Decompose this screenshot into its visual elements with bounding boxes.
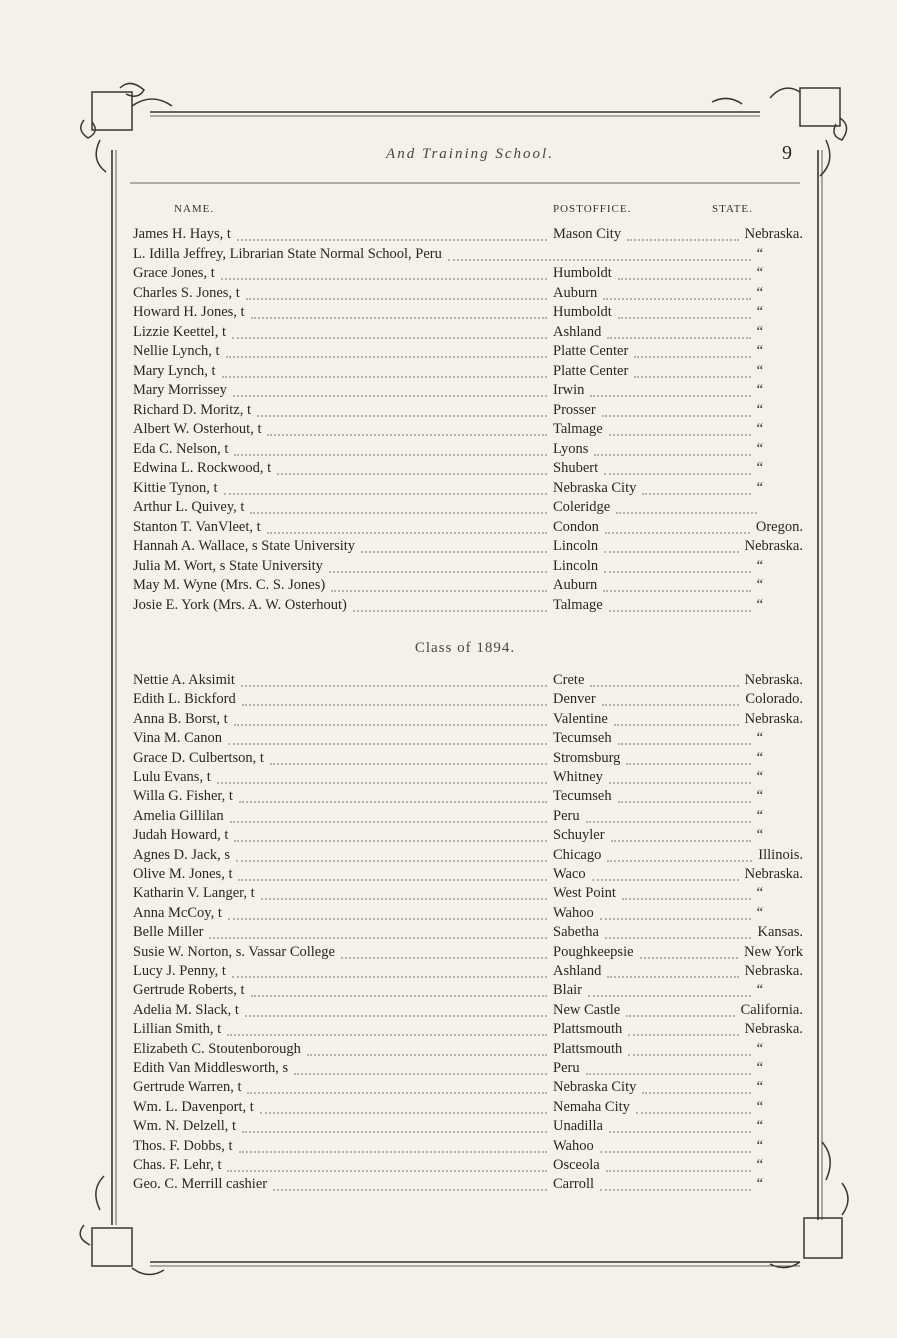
- person-name: May M. Wyne (Mrs. C. S. Jones): [133, 577, 326, 593]
- roster-row: [133, 864, 803, 884]
- state: “: [756, 304, 763, 320]
- state: “: [756, 807, 763, 824]
- leader-dots: [609, 608, 751, 612]
- postoffice: Auburn: [553, 284, 598, 301]
- postoffice: Auburn: [553, 577, 598, 593]
- leader-dots: [594, 452, 751, 456]
- postoffice: Sabetha: [553, 924, 599, 941]
- leader-dots: [606, 1168, 751, 1172]
- leader-dots: [353, 608, 547, 612]
- leader-dots: [237, 237, 547, 241]
- leader-dots: [234, 452, 547, 456]
- postoffice: Lincoln: [553, 538, 599, 554]
- leader-dots: [586, 819, 751, 823]
- postoffice: Lyons: [553, 440, 589, 457]
- roster-row: [133, 1097, 803, 1117]
- leader-dots: [251, 993, 547, 997]
- state: “: [756, 982, 763, 999]
- leader-dots: [609, 780, 751, 784]
- person-name: Gertrude Roberts, t: [133, 982, 245, 999]
- postoffice: Peru: [553, 1060, 580, 1076]
- leader-dots: [227, 1032, 547, 1036]
- state: “: [756, 1098, 763, 1115]
- postoffice: Mason City: [553, 226, 622, 242]
- postoffice: Ashland: [553, 323, 602, 340]
- roster-row: [133, 419, 803, 439]
- state: Nebraska.: [744, 538, 803, 554]
- state: “: [756, 827, 763, 844]
- roster-row: [133, 1155, 803, 1175]
- roster-row: [133, 361, 803, 381]
- postoffice: Humboldt: [553, 265, 612, 281]
- postoffice: Coleridge: [553, 499, 611, 515]
- person-name: Lillian Smith, t: [133, 1021, 222, 1038]
- postoffice: Denver: [553, 691, 596, 708]
- roster-row: [133, 263, 803, 283]
- roster-row: [133, 1000, 803, 1020]
- postoffice: Osceola: [553, 1157, 600, 1173]
- leader-dots: [618, 315, 751, 319]
- roster-row: [133, 497, 803, 517]
- leader-dots: [267, 530, 547, 534]
- leader-dots: [230, 819, 547, 823]
- leader-dots: [234, 722, 547, 726]
- leader-dots: [592, 877, 739, 881]
- roster-row: [133, 1077, 803, 1097]
- roster-row: [133, 244, 803, 264]
- postoffice: Tecumseh: [553, 788, 612, 805]
- leader-dots: [607, 974, 739, 978]
- roster-row: [133, 709, 803, 729]
- roster-row: [133, 1116, 803, 1136]
- roster-row: [133, 689, 803, 709]
- leader-dots: [590, 393, 751, 397]
- leader-dots: [217, 780, 547, 784]
- roster-row: [133, 458, 803, 478]
- roster-row: [133, 224, 803, 244]
- leader-dots: [228, 741, 547, 745]
- postoffice: Ashland: [553, 963, 602, 979]
- leader-dots: [341, 955, 547, 959]
- state: “: [756, 730, 763, 747]
- postoffice: Crete: [553, 672, 585, 688]
- roster-row: [133, 806, 803, 826]
- postoffice: Stromsburg: [553, 749, 621, 766]
- state: Illinois.: [758, 846, 803, 863]
- roster-row: [133, 478, 803, 498]
- leader-dots: [604, 549, 739, 553]
- roster-row: [133, 922, 803, 942]
- person-name: Belle Miller: [133, 924, 204, 941]
- person-name: Grace Jones, t: [133, 265, 215, 281]
- postoffice: Irwin: [553, 382, 585, 398]
- page-number: 9: [782, 142, 792, 164]
- postoffice: Blair: [553, 982, 582, 999]
- state: Nebraska.: [744, 963, 803, 979]
- postoffice: Carroll: [553, 1176, 595, 1193]
- leader-dots: [222, 374, 547, 378]
- postoffice: Shubert: [553, 460, 599, 476]
- leader-dots: [618, 276, 751, 280]
- leader-dots: [227, 1168, 547, 1172]
- state: “: [756, 440, 763, 457]
- person-name: Chas. F. Lehr, t: [133, 1157, 222, 1173]
- leader-dots: [236, 858, 547, 862]
- leader-dots: [618, 799, 751, 803]
- postoffice: Poughkeepsie: [553, 943, 634, 960]
- leader-dots: [605, 530, 750, 534]
- leader-dots: [600, 916, 751, 920]
- leader-dots: [239, 1149, 547, 1153]
- state: New York: [744, 943, 803, 960]
- person-name: Arthur L. Quivey, t: [133, 499, 245, 515]
- person-name: Agnes D. Jack, s: [133, 846, 231, 863]
- state: “: [756, 479, 763, 496]
- roster-row: [133, 283, 803, 303]
- person-name: Howard H. Jones, t: [133, 304, 245, 320]
- column-head-name: NAME.: [174, 203, 215, 215]
- postoffice: Peru: [553, 807, 580, 824]
- leader-dots: [307, 1052, 547, 1056]
- leader-dots: [603, 588, 751, 592]
- person-name: Charles S. Jones, t: [133, 284, 240, 301]
- person-name: Amelia Gillilan: [133, 807, 224, 824]
- state: Oregon.: [755, 518, 803, 535]
- leader-dots: [329, 569, 547, 573]
- state: “: [756, 1040, 763, 1057]
- roster-row: [133, 980, 803, 1000]
- leader-dots: [224, 491, 547, 495]
- state: Colorado.: [745, 691, 803, 708]
- postoffice: Nemaha City: [553, 1098, 630, 1115]
- leader-dots: [241, 683, 547, 687]
- leader-dots: [602, 702, 739, 706]
- roster-row: [133, 1136, 803, 1156]
- state: Kansas.: [757, 924, 803, 941]
- state: “: [756, 1060, 763, 1076]
- leader-dots: [232, 974, 547, 978]
- roster-row: [133, 517, 803, 537]
- leader-dots: [273, 1187, 547, 1191]
- person-name: Edwina L. Rockwood, t: [133, 460, 272, 476]
- state: “: [756, 421, 763, 437]
- person-name: Edith L. Bickford: [133, 691, 236, 708]
- state: “: [756, 749, 763, 766]
- postoffice: Plattsmouth: [553, 1040, 623, 1057]
- person-name: Vina M. Canon: [133, 730, 222, 747]
- postoffice: West Point: [553, 885, 616, 902]
- postoffice: Talmage: [553, 421, 603, 437]
- leader-dots: [590, 683, 739, 687]
- leader-dots: [614, 722, 739, 726]
- roster-row: [133, 1174, 803, 1194]
- leader-dots: [600, 1187, 751, 1191]
- state: “: [756, 1118, 763, 1135]
- person-name: Grace D. Culbertson, t: [133, 749, 264, 766]
- roster-row: [133, 556, 803, 576]
- leader-dots: [642, 1090, 751, 1094]
- person-name: James H. Hays, t: [133, 226, 231, 242]
- roster-row: [133, 670, 803, 690]
- column-head-state: STATE.: [712, 203, 753, 215]
- roster-row: [133, 341, 803, 361]
- state: “: [756, 401, 763, 418]
- person-name: Anna B. Borst, t: [133, 710, 228, 727]
- leader-dots: [607, 858, 752, 862]
- person-name: Susie W. Norton, s. Vassar College: [133, 943, 335, 960]
- leader-dots: [604, 569, 751, 573]
- roster-row: [133, 322, 803, 342]
- postoffice: Schuyler: [553, 827, 605, 844]
- roster-row: [133, 767, 803, 787]
- roster-row: [133, 400, 803, 420]
- leader-dots: [604, 471, 751, 475]
- roster-row: [133, 845, 803, 865]
- postoffice: Whitney: [553, 769, 603, 785]
- leader-dots: [277, 471, 547, 475]
- postoffice: Nebraska City: [553, 479, 637, 496]
- leader-dots: [226, 354, 547, 358]
- person-name: Mary Morrissey: [133, 382, 227, 398]
- leader-dots: [627, 237, 739, 241]
- leader-dots: [640, 955, 738, 959]
- person-name: L. Idilla Jeffrey, Librarian State Normal School, Peru: [133, 245, 442, 262]
- postoffice: Condon: [553, 518, 599, 535]
- leader-dots: [361, 549, 547, 553]
- person-name: Albert W. Osterhout, t: [133, 421, 262, 437]
- leader-dots: [232, 335, 547, 339]
- leader-dots: [209, 935, 547, 939]
- roster-row: [133, 786, 803, 806]
- person-name: Thos. F. Dobbs, t: [133, 1137, 233, 1154]
- leader-dots: [642, 491, 751, 495]
- postoffice: Tecumseh: [553, 730, 612, 747]
- leader-dots: [586, 1071, 751, 1075]
- roster-row: [133, 1058, 803, 1078]
- roster-row: [133, 536, 803, 556]
- postoffice: Unadilla: [553, 1118, 603, 1135]
- state: “: [756, 382, 763, 398]
- leader-dots: [588, 993, 751, 997]
- leader-dots: [611, 838, 751, 842]
- leader-dots: [626, 1013, 735, 1017]
- roster-row: [133, 302, 803, 322]
- leader-dots: [247, 1090, 547, 1094]
- person-name: Nellie Lynch, t: [133, 343, 220, 359]
- person-name: Adelia M. Slack, t: [133, 1001, 239, 1018]
- person-name: Lizzie Keettel, t: [133, 323, 226, 340]
- state: “: [756, 596, 763, 613]
- leader-dots: [616, 510, 757, 514]
- person-name: Lulu Evans, t: [133, 769, 211, 785]
- person-name: Elizabeth C. Stoutenborough: [133, 1040, 301, 1057]
- leader-dots: [270, 761, 547, 765]
- postoffice: Waco: [553, 866, 586, 882]
- person-name: Wm. N. Delzell, t: [133, 1118, 237, 1135]
- leader-dots: [609, 1129, 751, 1133]
- person-name: Olive M. Jones, t: [133, 866, 233, 882]
- leader-dots: [607, 335, 751, 339]
- postoffice: Valentine: [553, 710, 608, 727]
- leader-dots: [634, 374, 751, 378]
- state: “: [756, 1157, 763, 1173]
- roster-row: [133, 961, 803, 981]
- postoffice: Platte Center: [553, 362, 629, 379]
- leader-dots: [242, 702, 547, 706]
- state: Nebraska.: [744, 866, 803, 882]
- class-heading: Class of 1894.: [414, 640, 516, 656]
- roster-row: [133, 883, 803, 903]
- roster-row: [133, 1039, 803, 1059]
- roster-row: [133, 575, 803, 595]
- roster-row: [133, 903, 803, 923]
- leader-dots: [245, 1013, 547, 1017]
- person-name: Anna McCoy, t: [133, 904, 222, 921]
- state: “: [756, 885, 763, 902]
- state: “: [756, 1079, 763, 1096]
- leader-dots: [251, 315, 547, 319]
- leader-dots: [242, 1129, 547, 1133]
- postoffice: Talmage: [553, 596, 603, 613]
- person-name: Julia M. Wort, s State University: [133, 557, 323, 574]
- leader-dots: [221, 276, 547, 280]
- leader-dots: [636, 1110, 751, 1114]
- state: “: [756, 245, 763, 262]
- state: “: [756, 343, 763, 359]
- page-header: [130, 142, 800, 172]
- leader-dots: [261, 896, 547, 900]
- leader-dots: [602, 413, 751, 417]
- person-name: Edith Van Middlesworth, s: [133, 1060, 289, 1076]
- leader-dots: [260, 1110, 547, 1114]
- roster-row: [133, 728, 803, 748]
- leader-dots: [246, 296, 547, 300]
- person-name: Geo. C. Merrill cashier: [133, 1176, 268, 1193]
- state: California.: [740, 1001, 803, 1018]
- state: “: [756, 557, 763, 574]
- leader-dots: [228, 916, 547, 920]
- postoffice: Wahoo: [553, 1137, 594, 1154]
- leader-dots: [239, 799, 547, 803]
- state: “: [756, 577, 763, 593]
- leader-dots: [250, 510, 547, 514]
- roster-row: [133, 380, 803, 400]
- leader-dots: [267, 432, 547, 436]
- column-head-postoffice: POSTOFFICE.: [553, 203, 632, 215]
- state: “: [756, 323, 763, 340]
- leader-dots: [294, 1071, 547, 1075]
- state: “: [756, 788, 763, 805]
- state: “: [756, 265, 763, 281]
- leader-dots: [448, 257, 751, 261]
- roster-row: [133, 595, 803, 615]
- roster-row: [133, 1019, 803, 1039]
- leader-dots: [234, 838, 547, 842]
- postoffice: Wahoo: [553, 904, 594, 921]
- leader-dots: [634, 354, 751, 358]
- person-name: Eda C. Nelson, t: [133, 440, 229, 457]
- person-name: Gertrude Warren, t: [133, 1079, 242, 1096]
- postoffice: New Castle: [553, 1001, 621, 1018]
- leader-dots: [233, 393, 547, 397]
- roster-row: [133, 825, 803, 845]
- person-name: Richard D. Moritz, t: [133, 401, 251, 418]
- state: “: [756, 284, 763, 301]
- leader-dots: [605, 935, 751, 939]
- state: Nebraska.: [744, 672, 803, 688]
- person-name: Katharin V. Langer, t: [133, 885, 255, 902]
- leader-dots: [622, 896, 751, 900]
- running-head: And Training School.: [386, 146, 554, 162]
- postoffice: Chicago: [553, 846, 602, 863]
- state: “: [756, 1176, 763, 1193]
- leader-dots: [603, 296, 751, 300]
- leader-dots: [600, 1149, 751, 1153]
- postoffice: Nebraska City: [553, 1079, 637, 1096]
- leader-dots: [257, 413, 547, 417]
- state: Nebraska.: [744, 710, 803, 727]
- state: “: [756, 1137, 763, 1154]
- postoffice: Platte Center: [553, 343, 629, 359]
- postoffice: Plattsmouth: [553, 1021, 623, 1038]
- leader-dots: [618, 741, 751, 745]
- postoffice: Lincoln: [553, 557, 599, 574]
- state: Nebraska.: [744, 1021, 803, 1038]
- state: “: [756, 362, 763, 379]
- person-name: Lucy J. Penny, t: [133, 963, 226, 979]
- person-name: Kittie Tynon, t: [133, 479, 218, 496]
- state: “: [756, 904, 763, 921]
- person-name: Stanton T. VanVleet, t: [133, 518, 261, 535]
- person-name: Mary Lynch, t: [133, 362, 216, 379]
- leader-dots: [626, 761, 751, 765]
- leader-dots: [609, 432, 751, 436]
- state: “: [756, 460, 763, 476]
- postoffice: Humboldt: [553, 304, 612, 320]
- roster-row: [133, 439, 803, 459]
- person-name: Hannah A. Wallace, s State University: [133, 538, 356, 554]
- postoffice: Prosser: [553, 401, 596, 418]
- leader-dots: [238, 877, 547, 881]
- person-name: Josie E. York (Mrs. A. W. Osterhout): [133, 596, 347, 613]
- person-name: Willa G. Fisher, t: [133, 788, 233, 805]
- person-name: Wm. L. Davenport, t: [133, 1098, 254, 1115]
- leader-dots: [628, 1052, 751, 1056]
- roster-row: [133, 942, 803, 962]
- leader-dots: [331, 588, 547, 592]
- person-name: Nettie A. Aksimit: [133, 672, 235, 688]
- state: “: [756, 769, 763, 785]
- roster-row: [133, 748, 803, 768]
- person-name: Judah Howard, t: [133, 827, 229, 844]
- state: Nebraska.: [744, 226, 803, 242]
- leader-dots: [628, 1032, 739, 1036]
